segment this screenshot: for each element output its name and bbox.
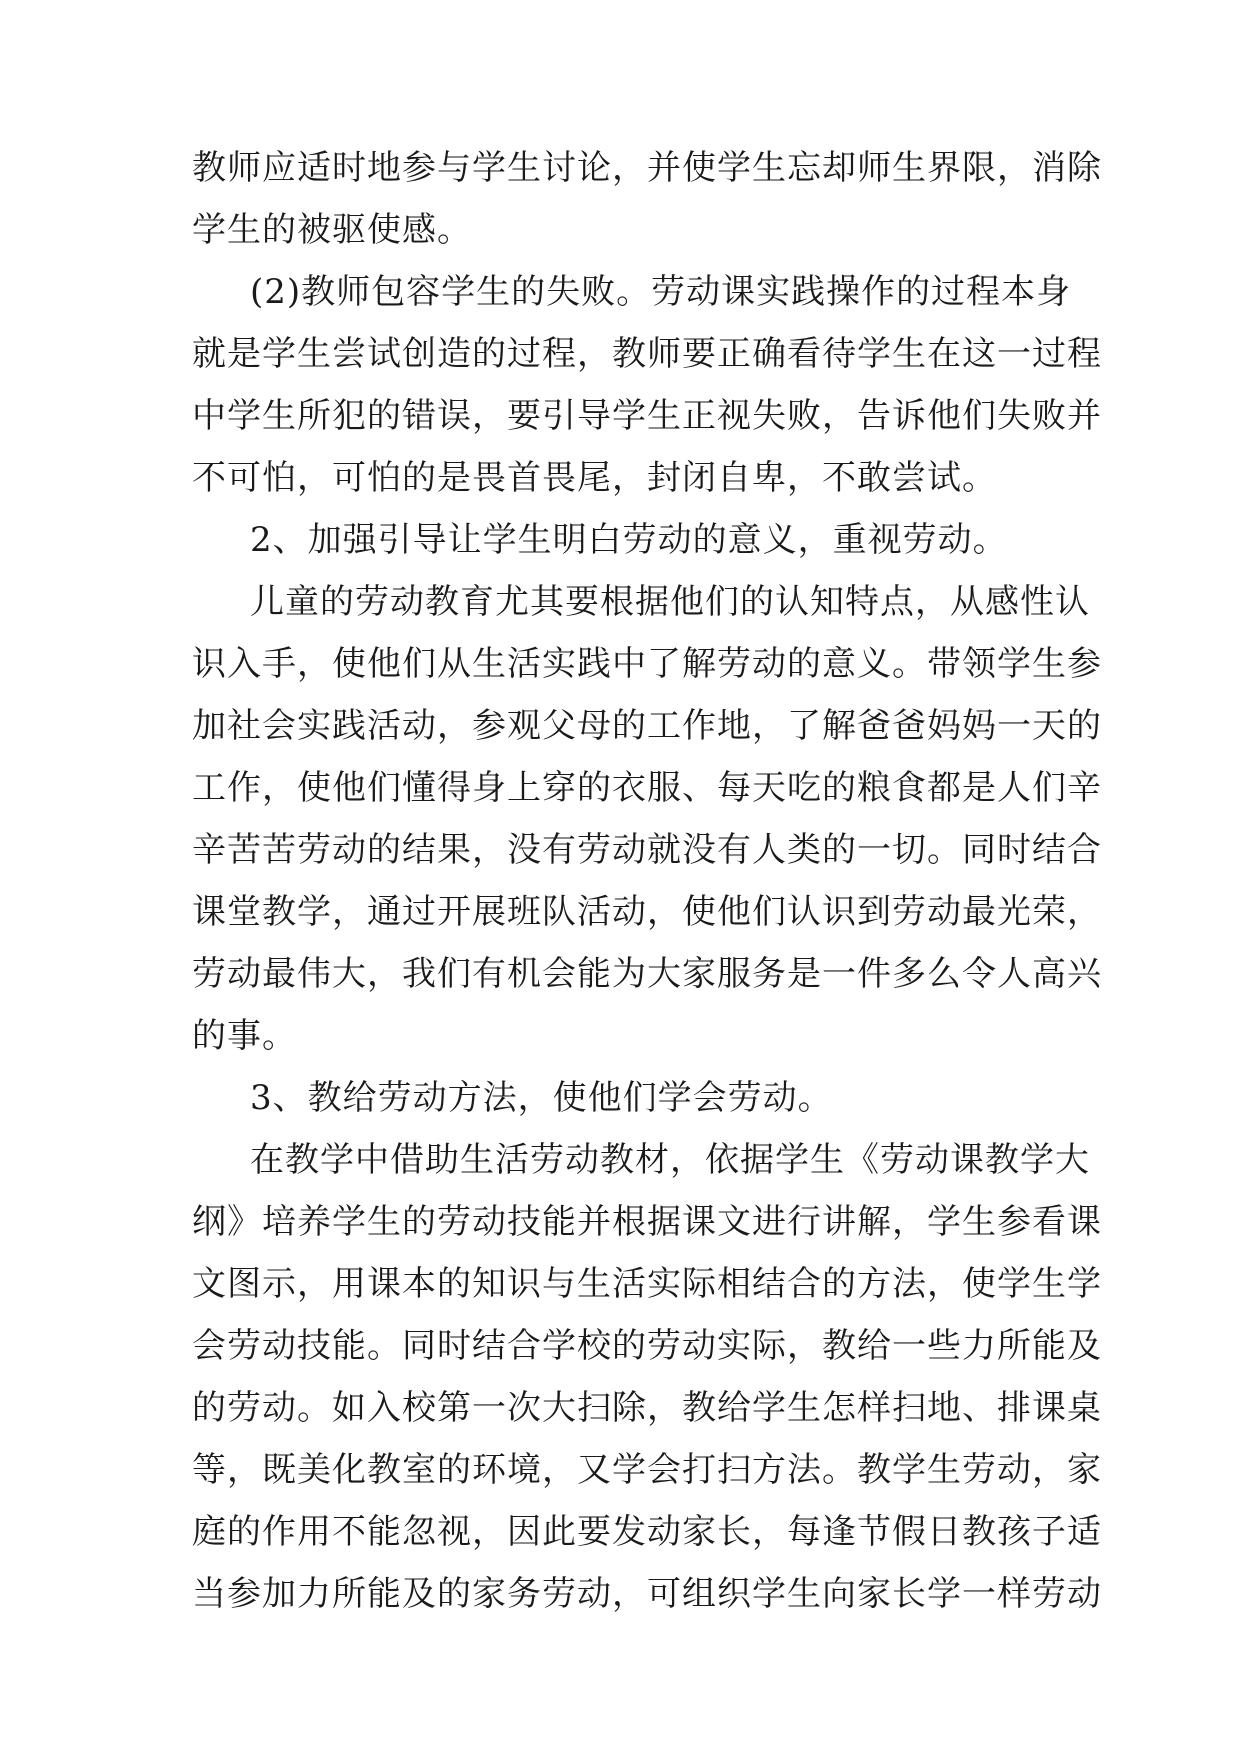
text-line: 文图示，用课本的知识与生活实际相结合的方法，使学生学 (192, 1264, 1102, 1304)
text-line: 课堂教学，通过开展班队活动，使他们认识到劳动最光荣， (192, 892, 1102, 932)
text-line: 儿童的劳动教育尤其要根据他们的认知特点，从感性认 (250, 582, 1090, 622)
text-line: 中学生所犯的错误，要引导学生正视失败，告诉他们失败并 (192, 396, 1102, 436)
text-line: 纲》培养学生的劳动技能并根据课文进行讲解，学生参看课 (192, 1202, 1102, 1242)
text-line: 辛苦苦劳动的结果，没有劳动就没有人类的一切。同时结合 (192, 830, 1102, 870)
text-line: 在教学中借助生活劳动教材，依据学生《劳动课教学大 (250, 1140, 1090, 1180)
text-line: 劳动最伟大，我们有机会能为大家服务是一件多么令人高兴 (192, 954, 1102, 994)
text-line: 的劳动。如入校第一次大扫除，教给学生怎样扫地、排课桌 (192, 1388, 1102, 1428)
text-line: 等，既美化教室的环境，又学会打扫方法。教学生劳动，家 (192, 1450, 1102, 1490)
text-line: 就是学生尝试创造的过程，教师要正确看待学生在这一过程 (192, 334, 1102, 374)
text-line: 庭的作用不能忽视，因此要发动家长，每逢节假日教孩子适 (192, 1512, 1102, 1552)
text-line: (2)教师包容学生的失败。劳动课实践操作的过程本身 (250, 272, 1072, 312)
text-line: 学生的被驱使感。 (192, 210, 472, 250)
text-line: 3、教给劳动方法，使他们学会劳动。 (250, 1078, 833, 1118)
text-line: 识入手，使他们从生活实践中了解劳动的意义。带领学生参 (192, 644, 1102, 684)
text-line: 工作，使他们懂得身上穿的衣服、每天吃的粮食都是人们辛 (192, 768, 1102, 808)
text-line: 当参加力所能及的家务劳动，可组织学生向家长学一样劳动 (192, 1574, 1102, 1614)
text-line: 会劳动技能。同时结合学校的劳动实际，教给一些力所能及 (192, 1326, 1102, 1366)
text-line: 2、加强引导让学生明白劳动的意义，重视劳动。 (250, 520, 1008, 560)
text-line: 的事。 (192, 1016, 297, 1056)
text-line: 加社会实践活动，参观父母的工作地，了解爸爸妈妈一天的 (192, 706, 1102, 746)
text-line: 不可怕，可怕的是畏首畏尾，封闭自卑，不敢尝试。 (192, 458, 997, 498)
text-line: 教师应适时地参与学生讨论，并使学生忘却师生界限，消除 (192, 148, 1102, 188)
